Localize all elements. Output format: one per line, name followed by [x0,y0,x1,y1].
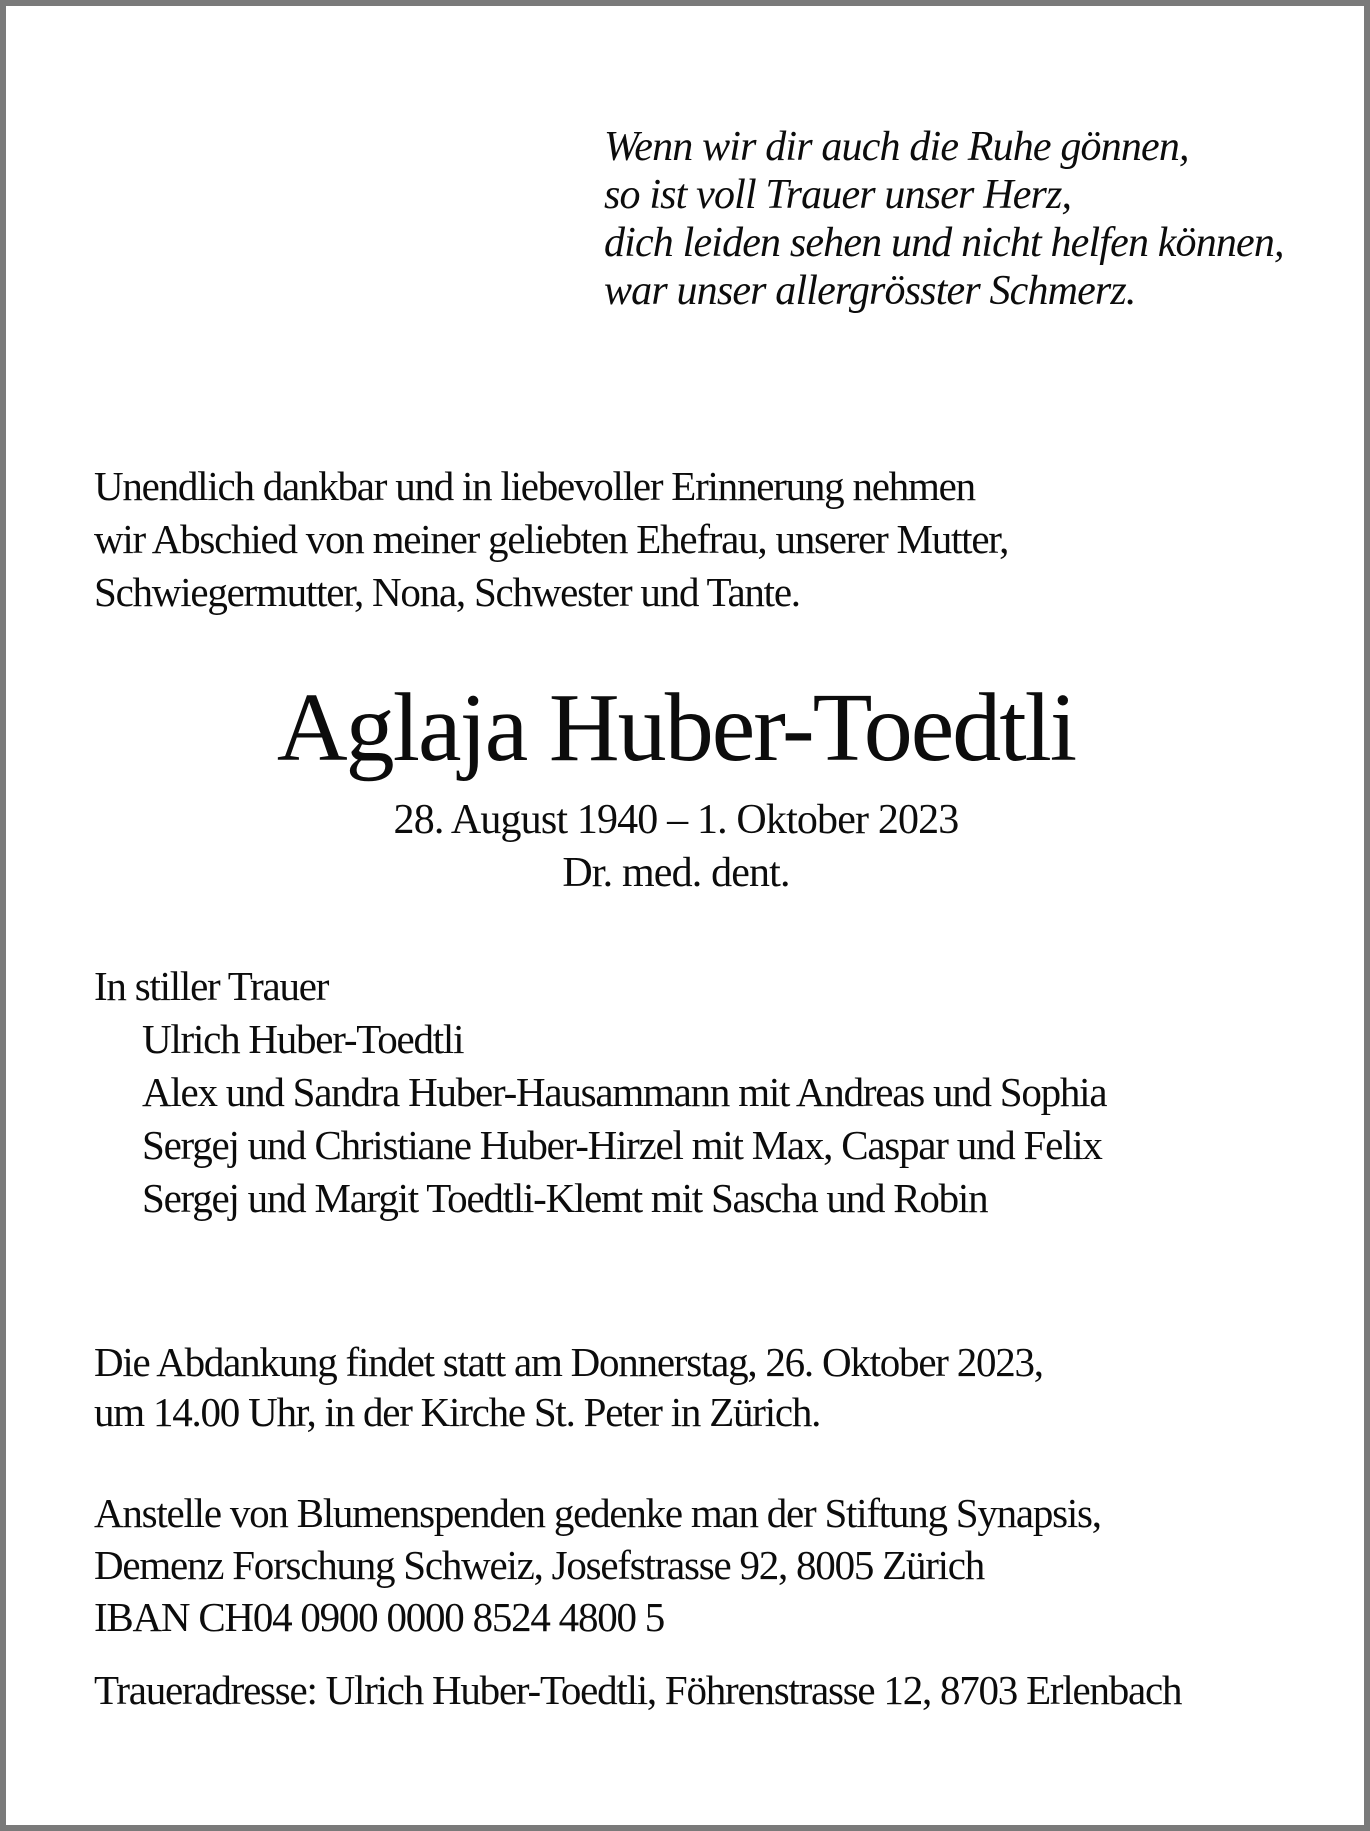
deceased-name: Aglaja Huber-Toedtli [276,674,1076,782]
intro-line: Unendlich dankbar und in liebevoller Erinnerung nehmen [94,463,975,509]
intro-paragraph [94,460,1008,619]
deceased-academic-title: Dr. med. dent. [562,850,790,896]
service-line: um 14.00 Uhr, in der Kirche St. Peter in Zürich. [94,1389,821,1435]
donation-line: Demenz Forschung Schweiz, Josefstrasse 92, 8005 Zürich [94,1542,985,1588]
donation-info [94,1487,1101,1643]
epigraph-line: so ist voll Trauer unser Herz, [604,172,1072,218]
epigraph-line: Wenn wir dir auch die Ruhe gönnen, [604,124,1189,170]
epigraph-verse [604,123,1284,315]
intro-line: Schwiegermutter, Nona, Schwester und Tante. [94,569,800,615]
deceased-dates: 28. August 1940 – 1. Oktober 2023 [393,797,959,843]
mourners-list [94,960,1106,1225]
donation-iban: IBAN CH04 0900 0000 8524 4800 5 [94,1594,665,1640]
mourner-name: Alex und Sandra Huber-Hausammann mit Andreas und Sophia [142,1069,1107,1115]
mourner-name: Sergej und Christiane Huber-Hirzel mit Max, Caspar und Felix [142,1122,1102,1168]
donation-line: Anstelle von Blumenspenden gedenke man der Stiftung Synapsis, [94,1490,1101,1536]
mourner-name: Sergej und Margit Toedtli-Klemt mit Sascha und Robin [142,1175,988,1221]
mourners-heading: In stiller Trauer [94,963,329,1009]
epigraph-line: dich leiden sehen und nicht helfen können, [604,220,1284,266]
funeral-service-info [94,1337,1043,1437]
intro-line: wir Abschied von meiner geliebten Ehefrau, unserer Mutter, [94,516,1009,562]
mourning-address: Traueradresse: Ulrich Huber-Toedtli, Föhrenstrasse 12, 8703 Erlenbach [94,1667,1182,1713]
service-line: Die Abdankung findet statt am Donnerstag, 26. Oktober 2023, [94,1339,1043,1385]
mourner-name: Ulrich Huber-Toedtli [142,1016,464,1062]
epigraph-line: war unser allergrösster Schmerz. [604,268,1136,314]
